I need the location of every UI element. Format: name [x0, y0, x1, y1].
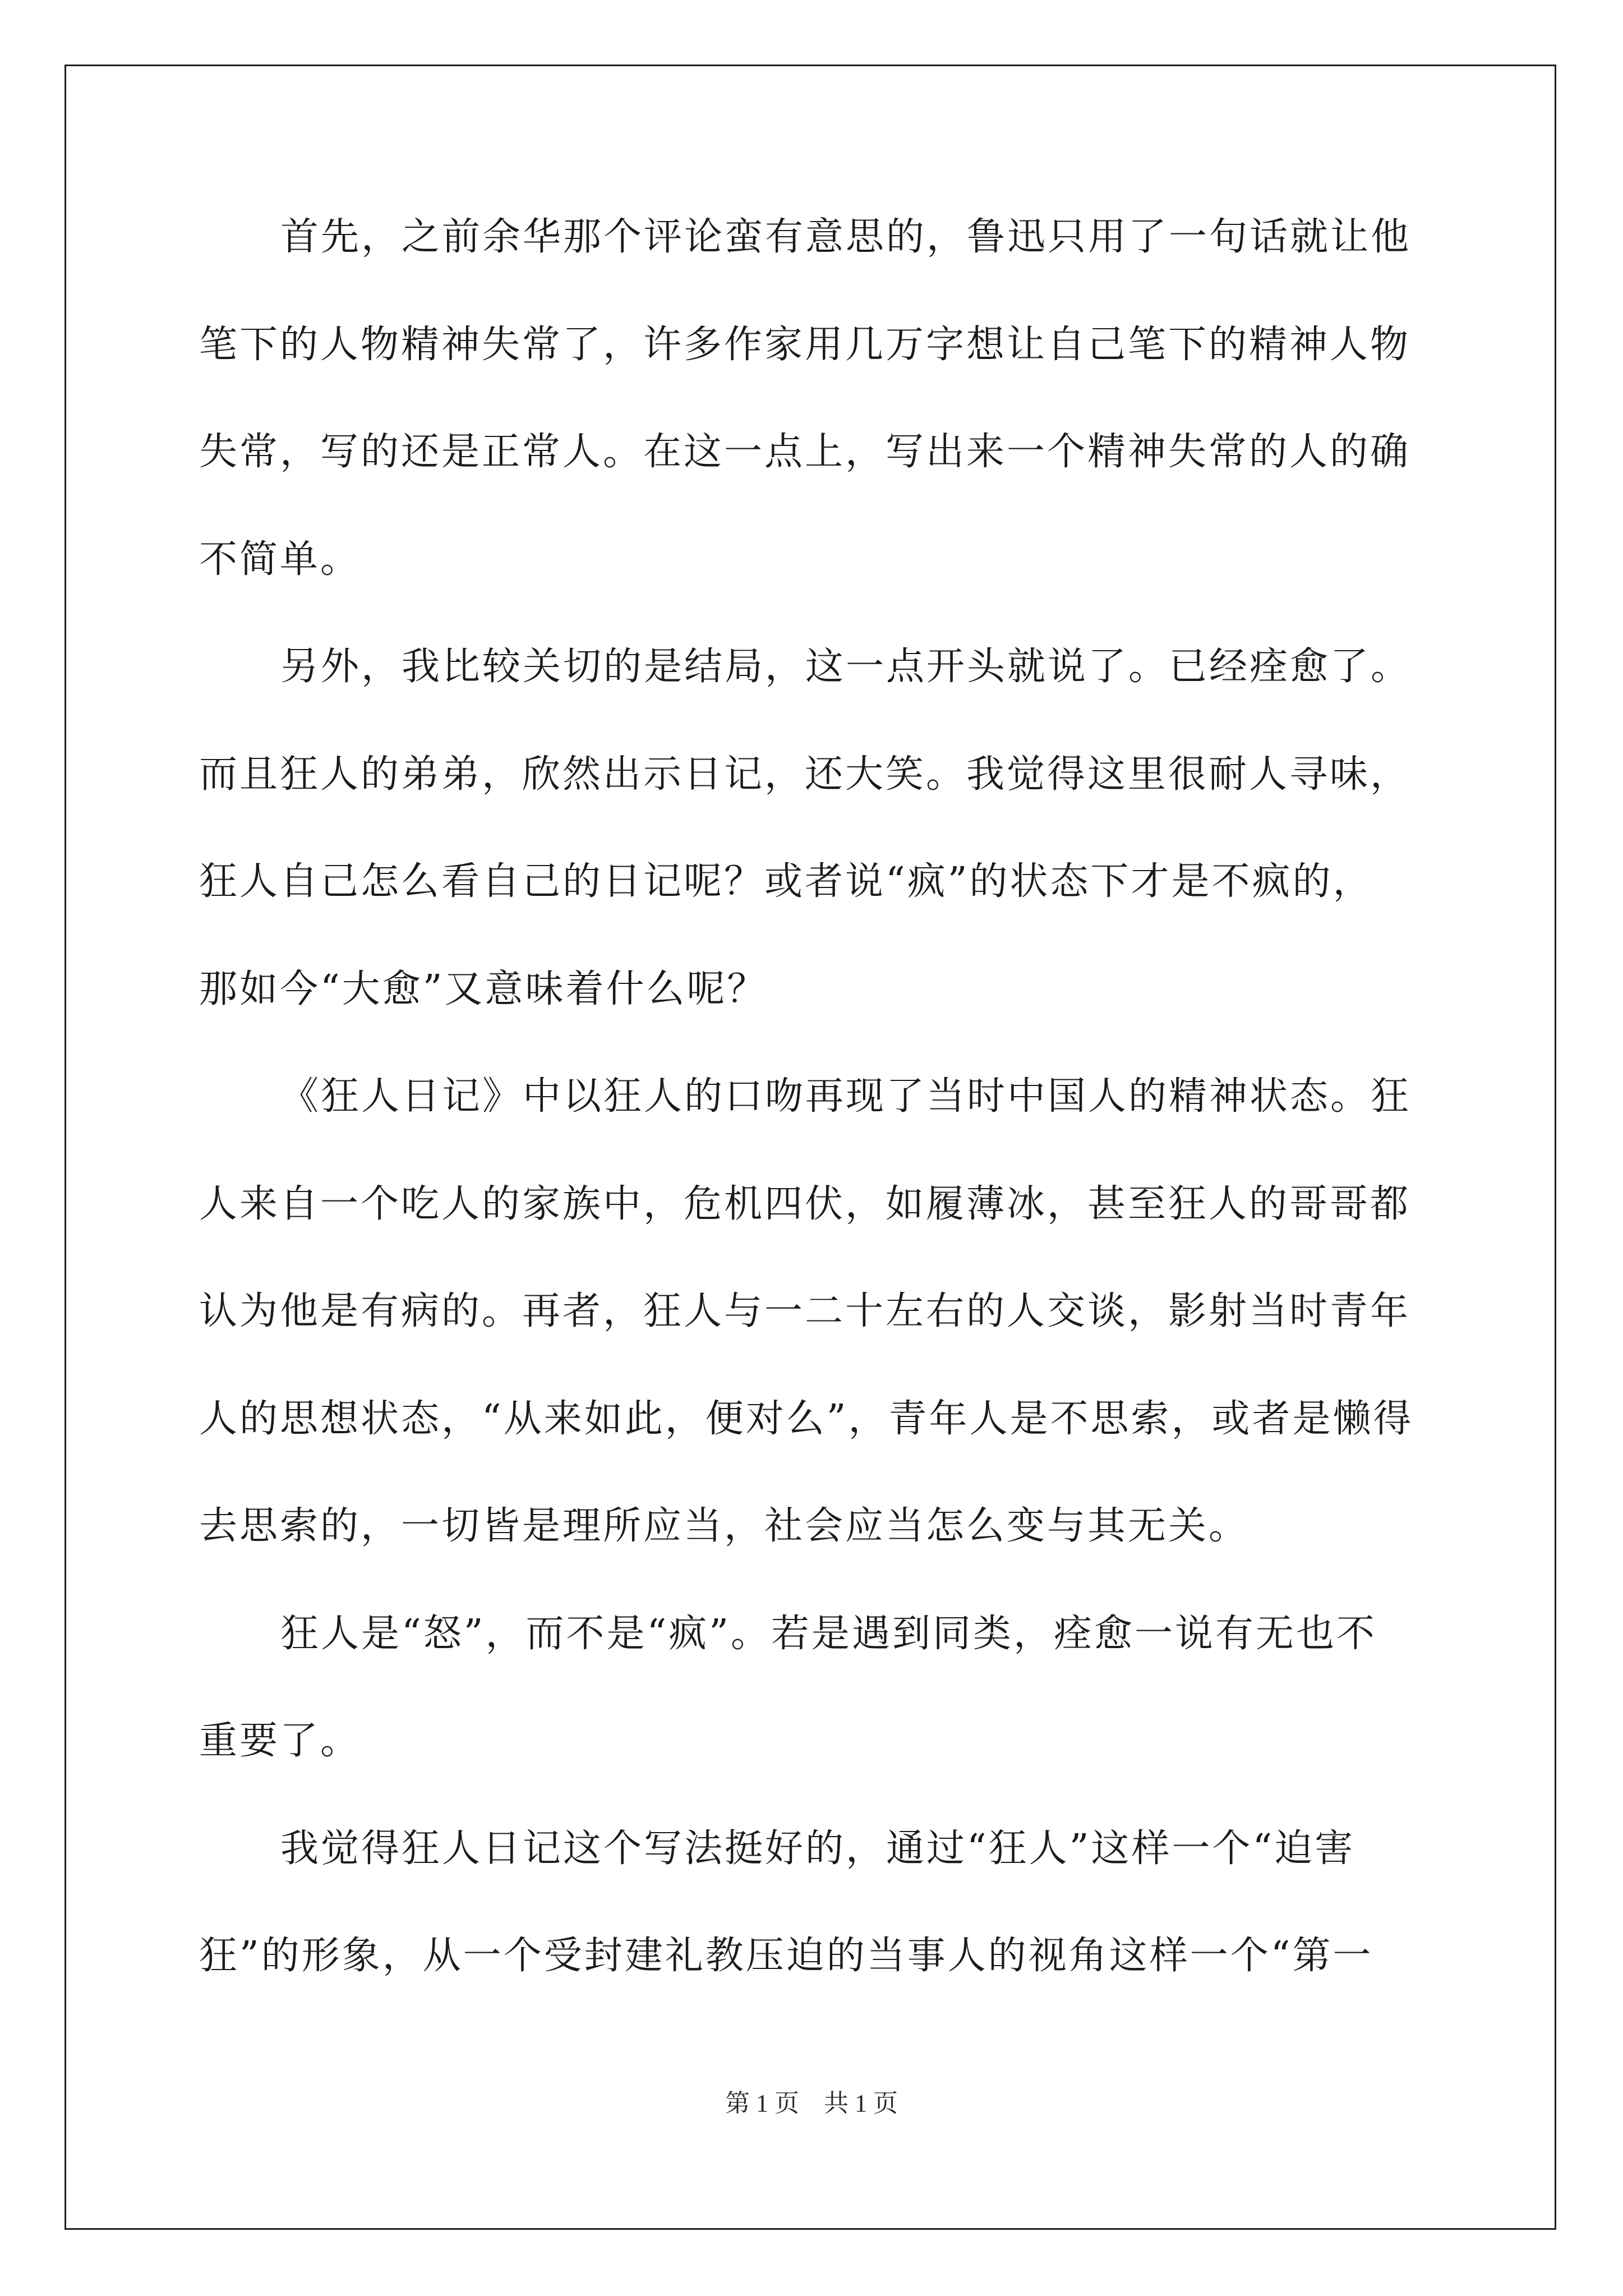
text-line: 狂人自己怎么看自己的日记呢？或者说“疯”的状态下才是不疯的， — [199, 859, 1373, 904]
text-line: 不简单。 — [199, 537, 361, 582]
text-line: 笔下的人物精神失常了，许多作家用几万字想让自己笔下的精神人物 — [199, 322, 1411, 367]
text-line: 而且狂人的弟弟，欣然出示日记，还大笑。我觉得这里很耐人寻味， — [199, 752, 1411, 797]
page-footer: 第 1 页 共 1 页 — [725, 2090, 898, 2117]
text-line: 人的思想状态，“从来如此，便对么”，青年人是不思索，或者是懒得 — [199, 1396, 1414, 1441]
text-line: 狂人是“怒”，而不是“疯”。若是遇到同类，痊愈一说有无也不 — [280, 1611, 1377, 1656]
document-body — [199, 213, 1433, 2040]
text-line: 我觉得狂人日记这个写法挺好的，通过“狂人”这样一个“迫害 — [280, 1826, 1355, 1871]
text-line: 狂”的形象，从一个受封建礼教压迫的当事人的视角这样一个“第一 — [199, 1934, 1373, 1978]
text-line: 去思索的，一切皆是理所应当，社会应当怎么变与其无关。 — [199, 1504, 1249, 1548]
text-line: 认为他是有病的。再者，狂人与一二十左右的人交谈，影射当时青年 — [199, 1289, 1411, 1333]
text-line: 人来自一个吃人的家族中，危机四伏，如履薄冰，甚至狂人的哥哥都 — [199, 1181, 1411, 1226]
text-line: 重要了。 — [199, 1719, 361, 1763]
text-line: 首先，之前余华那个评论蛮有意思的，鲁迅只用了一句话就让他 — [280, 215, 1412, 259]
text-line: 那如今“大愈”又意味着什么呢？ — [199, 967, 768, 1011]
text-line: 失常，写的还是正常人。在这一点上，写出来一个精神失常的人的确 — [199, 430, 1411, 474]
text-line: 另外，我比较关切的是结局，这一点开头就说了。已经痊愈了。 — [280, 645, 1412, 689]
text-line: 《狂人日记》中以狂人的口吻再现了当时中国人的精神状态。狂 — [280, 1074, 1412, 1119]
